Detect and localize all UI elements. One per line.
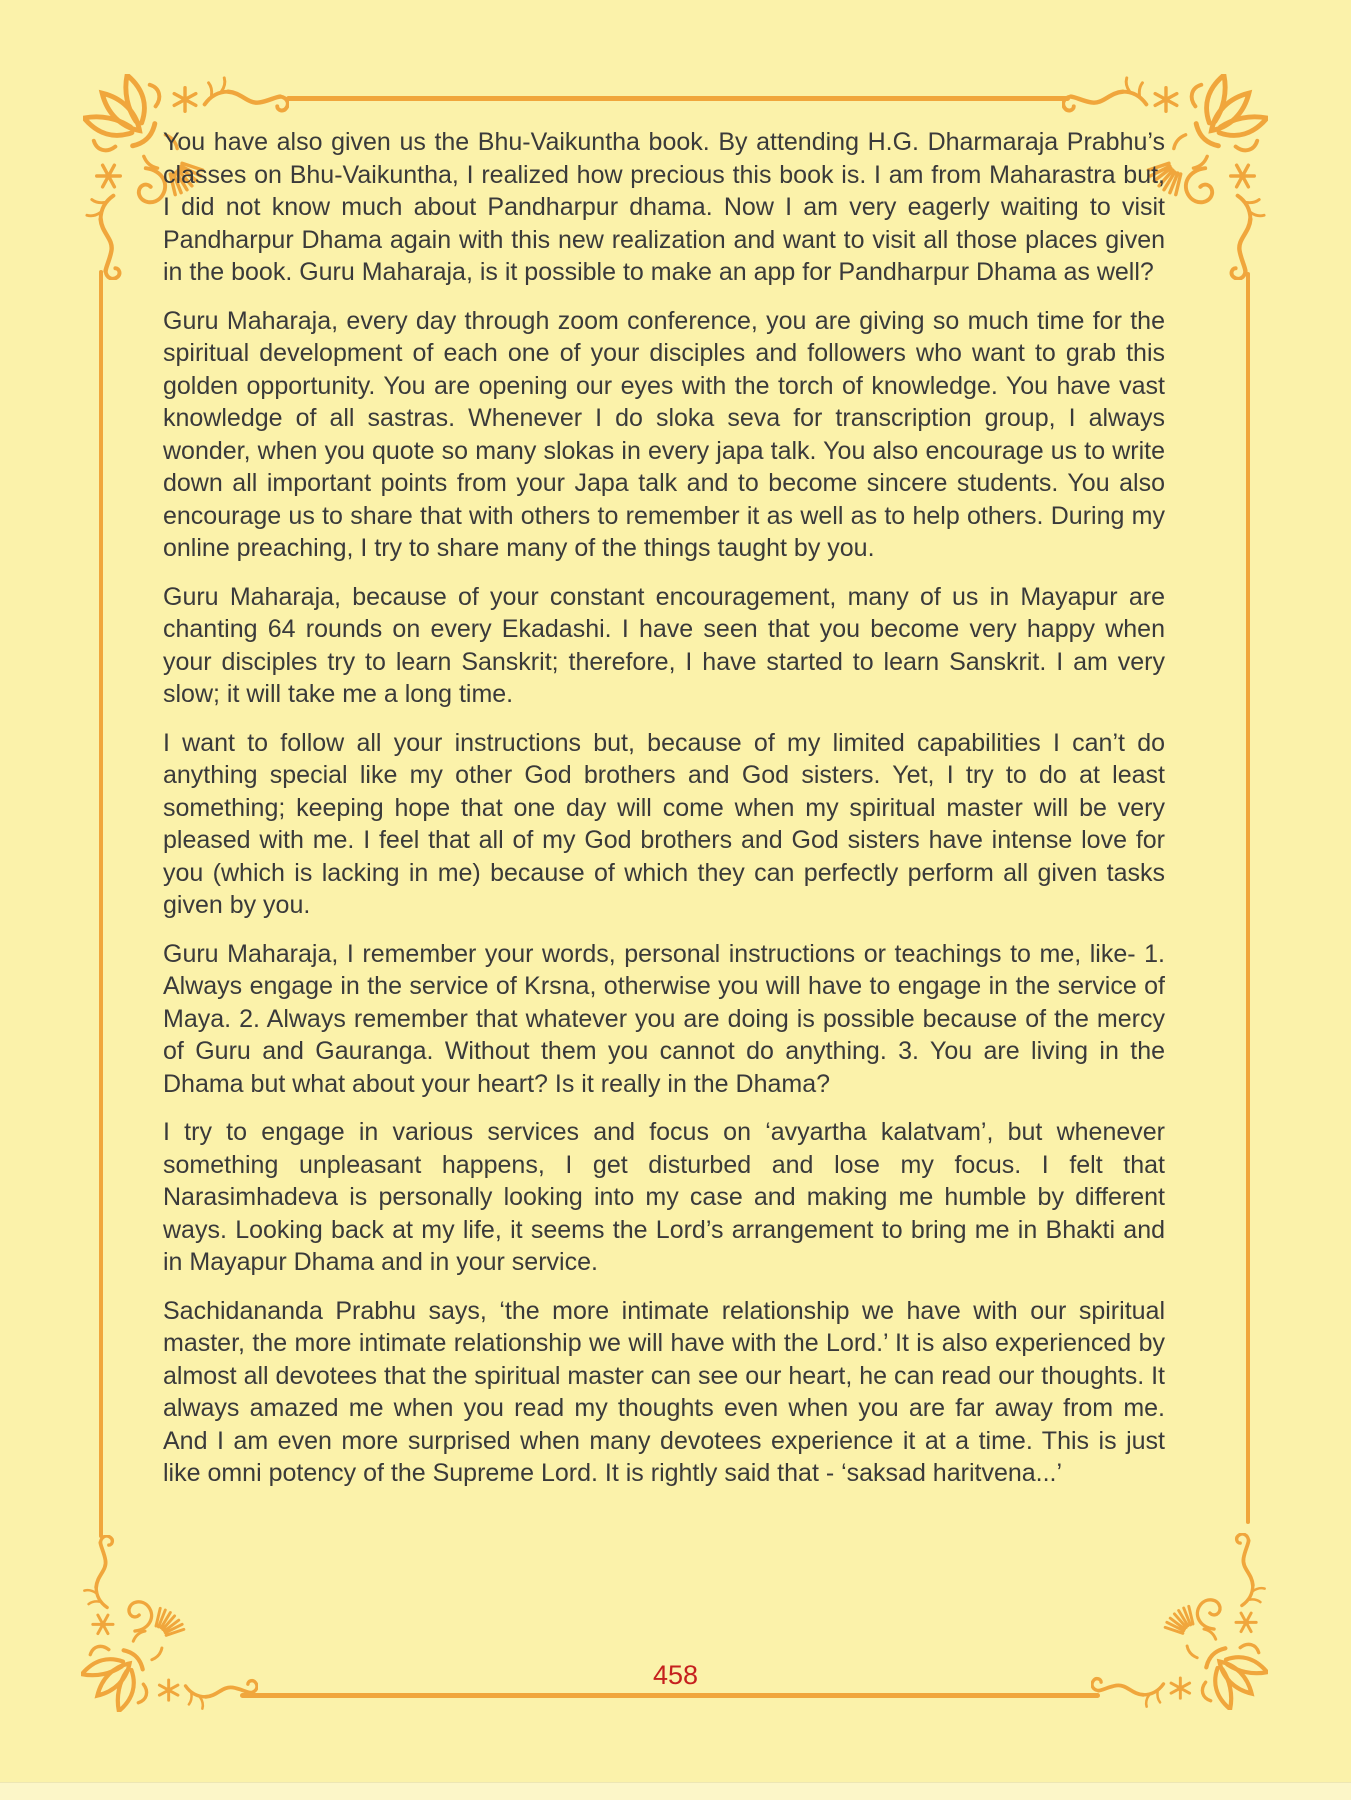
border-line-top <box>286 96 1070 101</box>
border-line-right <box>1246 272 1250 1524</box>
body-paragraph: I try to engage in various services and focus on ‘avyartha kalatvam’, but whenever something unpleasant happens, I get disturbed and lose my focus. I felt that Narasimhadeva is personally looking into my case and making me humble by different ways. Looking back at my life, it seems the Lord’s arrangement to bring me in Bhakti and in Mayapur Dhama and in your service. <box>163 1118 1165 1276</box>
body-paragraph: Guru Maharaja, because of your constant encouragement, many of us in Mayapur are chanting 64 rounds on every Ekadashi. I have seen that you become very happy when your disciples try to learn Sanskrit; therefore, I have started to learn Sanskrit. I am very slow; it will take me a long time. <box>163 582 1165 708</box>
body-paragraph: Guru Maharaja, every day through zoom conference, you are giving so much time for the spiritual development of each one of your disciples and followers who want to grab this golden opportunity. You are opening our eyes with the torch of knowledge. You have vast knowledge of all sastras. Whenever I do sloka seva for transcription group, I always wonder, when you quote so many slokas in every japa talk. You also encourage us to write down all important points from your Japa talk and to become sincere students. You also encourage us to share that with others to remember it as well as to help others. During my online preaching, I try to share many of the things taught by you. <box>163 306 1165 562</box>
body-paragraph: Guru Maharaja, I remember your words, personal instructions or teachings to me, like- 1. Always engage in the service of Krsna, otherwise you will have to engage in the service of Maya. 2. Always remember that whatever you are doing is possible because of the mercy of Guru and Gauranga. Without them you cannot do anything. 3. You are living in the Dhama but what about your heart? Is it really in the Dhama? <box>163 939 1165 1098</box>
body-paragraph: You have also given us the Bhu-Vaikuntha book. By attending H.G. Dharmaraja Prabhu’s classes on Bhu-Vaikuntha, I realized how precious this book is. I am from Maharastra but, I did not know much about Pandharpur dhama. Now I am very eagerly waiting to visit Pandharpur Dhama again with this new realization and want to visit all those places given in the book. Guru Maharaja, is it possible to make an app for Pandharpur Dhama as well? <box>163 128 1165 286</box>
border-line-bottom <box>240 1693 1100 1698</box>
page-body-text <box>163 126 1165 1506</box>
body-paragraph: I want to follow all your instructions but, because of my limited capabilities I can’t do anything special like my other God brothers and God sisters. Yet, I try to do at least something; keeping hope that one day will come when my spiritual master will be very pleased with me. I feel that all of my God brothers and God sisters have intense love for you (which is lacking in me) because of which they can perfectly perform all given tasks given by you. <box>163 728 1165 919</box>
page-number: 458 <box>652 1660 699 1690</box>
page-bottom-edge <box>0 1782 1351 1800</box>
body-paragraph: Sachidananda Prabhu says, ‘the more intimate relationship we have with our spiritual master, the more intimate relationship we will have with the Lord.’ It is also experienced by almost all devotees that the spiritual master can see our heart, he can read our thoughts. It always amazed me when you read my thoughts even when you are far away from me. And I am even more surprised when many devotees experience it at a time. This is just like omni potency of the Supreme Lord. It is rightly said that - ‘saksad haritvena...’ <box>163 1296 1165 1487</box>
border-line-left <box>99 270 103 1538</box>
